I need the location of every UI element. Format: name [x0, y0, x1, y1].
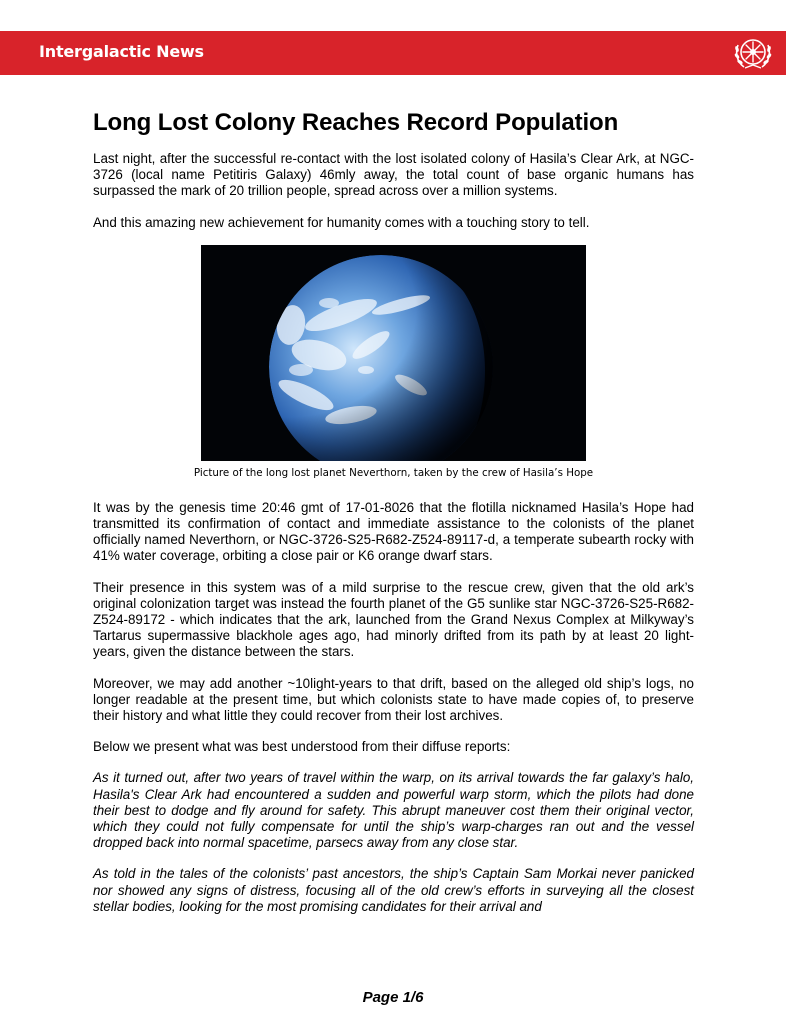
publication-title: Intergalactic News — [39, 42, 204, 61]
article — [93, 108, 694, 930]
planet-neverthorn-image — [201, 245, 586, 461]
laurel-star-emblem-icon — [732, 33, 774, 73]
page-number: Page 1/6 — [362, 989, 424, 1006]
italic-paragraph: As it turned out, after two years of travel within the warp, on its arrival towards the far galaxy’s halo, Hasila's Clear Ark had encountered a sudden and powerful warp storm, which the pilots had done their best to dodge and fly around for safety. This abrupt maneuver cost them their original vector, which they could not fully compensate for until the ship’s warp-charges ran out and the vessel dropped back into normal spacetime, parsecs away from any close star. — [93, 770, 694, 851]
body-paragraph: Moreover, we may add another ~10light-years to that drift, based on the alleged old ship’s logs, no longer readable at the present time, but which colonists state to have made copies of, to preserve their history and what little they could recover from their lost archives. — [93, 675, 694, 724]
header-band — [0, 31, 786, 75]
body-paragraph: Below we present what was best understood from their diffuse reports: — [93, 739, 511, 755]
body-paragraph: Their presence in this system was of a mild surprise to the rescue crew, given that the old ark’s original colonization target was instead the fourth planet of the G5 sunlike star NGC-3726-S25-R682-Z524-89172 - which indicates that the ark, launched from the Grand Nexus Complex at Milkyway’s Tartarus supermassive blackhole ages ago, had minorly drifted from its path by at least 20 light-years, given the distance between the stars. — [93, 579, 694, 660]
figure-caption: Picture of the long lost planet Neverthorn, taken by the crew of Hasila’s Hope — [193, 466, 594, 479]
article-headline: Long Lost Colony Reaches Record Population — [93, 109, 619, 136]
article-figure — [93, 245, 694, 480]
italic-paragraph: As told in the tales of the colonists’ past ancestors, the ship’s Captain Sam Morkai never panicked nor showed any signs of distress, focusing all of the old crew’s efforts in surveying all the closest stellar bodies, looking for the most promising candidates for their arrival and — [93, 866, 694, 914]
body-paragraph: It was by the genesis time 20:46 gmt of 17-01-8026 that the flotilla nicknamed Hasila’s Hope had transmitted its confirmation of contact and immediate assistance to the colonists of the planet officially named Neverthorn, or NGC-3726-S25-R682-Z524-89117-d, a temperate subearth rocky with 41% water coverage, orbiting a close pair or K6 orange dwarf stars. — [93, 499, 694, 564]
intro-paragraph: And this amazing new achievement for humanity comes with a touching story to tell. — [93, 214, 590, 230]
intro-paragraph: Last night, after the successful re-contact with the lost isolated colony of Hasila’s Clear Ark, at NGC-3726 (local name Petitiris Galaxy) 46mly away, the total count of base organic humans has surpassed the mark of 20 trillion people, spread across over a million systems. — [93, 151, 694, 199]
